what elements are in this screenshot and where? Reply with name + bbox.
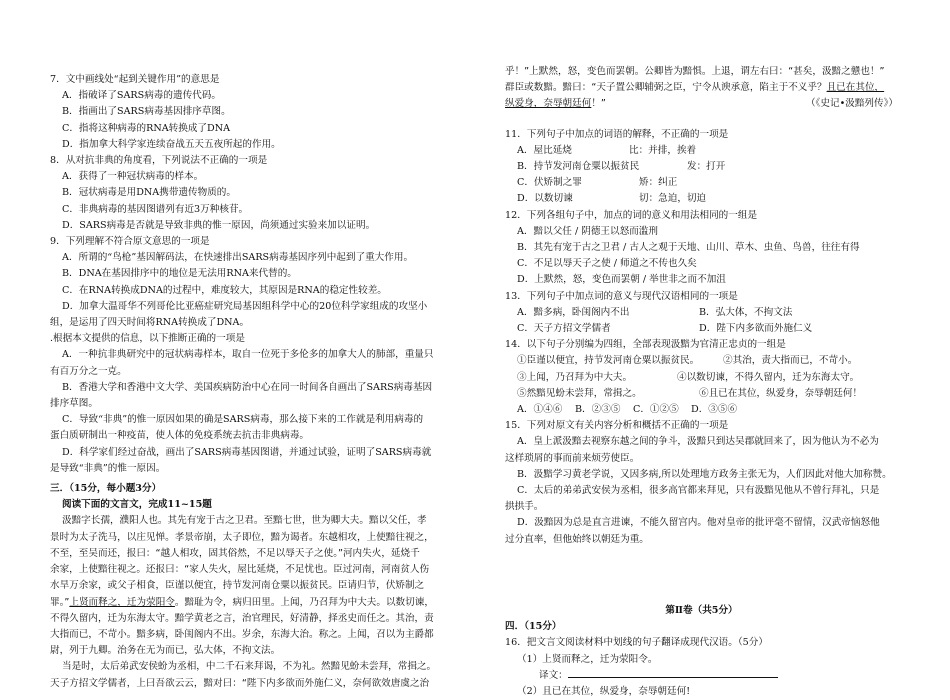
q13-option-b: B．弘大体，不拘文法 — [699, 306, 793, 318]
q11-option-a-sentence: A．屋比延烧 — [517, 144, 572, 156]
passage-line — [505, 96, 898, 112]
q16-stem: 16．把文言文阅读材料中划线的句子翻译成现代汉语。（5分） — [505, 637, 768, 649]
q14-sentence-5: ⑤然黯见蚡未尝拜，常揖之。 — [517, 387, 642, 399]
q10-stem: .根据本文提供的信息，以下推断正确的一项是 — [50, 333, 245, 345]
q11-option-c-gloss: 矫：纠正 — [639, 177, 678, 189]
q11-option-d-gloss: 切：急迫，切迫 — [639, 193, 707, 205]
q11-option-a-gloss: 比：并排，挨着 — [629, 144, 697, 156]
passage-line: 大指而已，不苛小。黯多病，卧闺阁内不出。岁余，东海大治。称之。上闻，召以为主爵都 — [50, 628, 434, 640]
passage-line: 当是时，太后弟武安侯蚡为丞相，中二千石来拜谒，不为礼。然黯见蚡未尝拜，常揖之。 — [62, 661, 437, 673]
q14-choices — [505, 402, 898, 418]
passage-line: 天子方招文学儒者，上曰吾欲云云，黯对曰：“陛下内多欲而外施仁义，奈何欲效唐虞之治 — [50, 677, 430, 689]
q9-option-d-cont: 组，是运用了四天时间将RNA转换成了DNA。 — [50, 317, 250, 329]
q15-option-c-cont: 拱拱手。 — [505, 501, 544, 513]
q14-sentence-1: ①臣谨以便宜，持节发河南仓粟以振贫民。 — [517, 355, 700, 367]
q14-choice-b: B．②③⑤ — [575, 404, 621, 416]
passage-line — [505, 80, 898, 96]
q13-option-a: A．黯多病，卧闺阁内不出 — [517, 306, 630, 318]
passage-line: 余家，上使黯往视之。还报曰：“家人失火，屋比延烧，不足忧也。臣过河南，河南贫人伤 — [50, 564, 430, 576]
q11-option-b-gloss: 发：打开 — [687, 161, 726, 173]
q14-sentence-3: ③上闻，乃召拜为中大夫。 — [517, 371, 633, 383]
q9-option-b: B．DNA在基因排序中的地位是无法用RNA来代替的。 — [62, 268, 297, 280]
passage-text: 群臣或数黯。黯曰：“天子置公卿辅弼之臣，宁令从谀承意，陷主于不义乎？ — [505, 82, 827, 94]
q14-stem: 14．以下句子分别编为四组，全部表现汲黯为官清正忠贞的一组是 — [505, 339, 786, 351]
passage-line: 汲黯字长孺，濮阳人也。其先有宠于古之卫君。至黯七世，世为卿大夫。黯以父任，孝 — [62, 515, 427, 527]
passage-source: （《史记•汲黯列传》） — [806, 98, 898, 110]
q12-option-d: D．上默然，怒，变色而罢朝 / 举世非之而不加沮 — [517, 274, 726, 286]
passage-line: 景时为太子洗马，以庄见惮。孝景帝崩，太子即位，黯为谒者。东越相攻，上使黯往视之， — [50, 531, 434, 543]
q15-stem: 15．下列对原文有关内容分析和概括不正确的一项是 — [505, 420, 729, 432]
passage-text: 。黯耻为令，病归田里。上闻，乃召拜为中大夫。以数切谏， — [174, 596, 434, 608]
q7-option-c: C．指将这种病毒的RNA转换成了DNA — [62, 122, 231, 134]
q9-option-d: D．加拿大温哥华不列哥伦比亚癌症研究局基因组科学中心的20位科学家组成的攻坚小 — [62, 300, 428, 312]
q9-option-c: C．在RNA转换成DNA的过程中，难度较大，其原因是RNA的稳定性较差。 — [62, 284, 387, 296]
q12-option-b: B．其先有宠于古之卫君 / 古人之观于天地、山川、草木、虫鱼、鸟兽，往往有得 — [517, 242, 860, 254]
q8-stem: 8．从对抗非典的角度看，下列说法不正确的一项是 — [50, 155, 268, 167]
q11-option-c — [505, 175, 898, 191]
q14-sentence-2: ②其治，责大指而已，不苛小。 — [723, 355, 858, 367]
underlined-sentence-2-cont: 纵爱身，奈辱朝廷何 — [505, 98, 592, 110]
passage-line: 不得久留内，迁为东海太守。黯学黄老之言，治官理民，好清静，择丞史而任之。其治，责 — [50, 612, 434, 624]
q15-option-a-cont: 这样琐屑的事而前来烦劳使臣。 — [505, 452, 640, 464]
q15-option-c: C．太后的弟弟武安侯为丞相，很多高官都来拜见，只有汲黯见他从不曾行拜礼，只是 — [517, 485, 880, 497]
q15-option-d-cont: 过分直率，但他始终以朝廷为重。 — [505, 533, 649, 545]
right-column — [505, 64, 898, 700]
q7-stem: 7．文中画线处“起到关键作用”的意思是 — [50, 74, 220, 85]
q14-choice-c: C．①②⑤ — [633, 404, 679, 416]
q10-option-a: A．一种抗非典研究中的冠状病毒样本，取自一位死于多伦多的加拿大人的肺部，重量只 — [62, 349, 434, 361]
passage-text: 罪。” — [50, 596, 70, 608]
q11-option-a — [505, 143, 898, 159]
q10-option-a-cont: 有百万分之一克。 — [50, 365, 127, 377]
q14-row-3 — [505, 386, 898, 402]
q13-stem: 13．下列句子中加点词的意义与现代汉语相同的一项是 — [505, 290, 738, 302]
q10-option-c: C．导致“非典”的惟一原因如果的确是SARS病毒，那么接下来的工作就是利用病毒的 — [62, 414, 424, 426]
q16-part-2: （2）且已在其位，纵爱身，奈辱朝廷何! — [517, 685, 691, 697]
q10-option-d: D．科学家们经过奋战，画出了SARS病毒基因图谱，并通过试验，证明了SARS病毒就 — [62, 446, 432, 458]
q16-translation-line — [505, 668, 898, 684]
q11-stem: 11．下列句子中加点的词语的解释，不正确的一项是 — [505, 128, 729, 140]
q11-option-b-sentence: B．持节发河南仓粟以振贫民 — [517, 161, 640, 173]
passage-line: 尉，列于九卿。治务在无为而已，弘大体，不拘文法。 — [50, 645, 281, 657]
passage-line: 不至，至吴而还，报曰：“越人相攻，固其俗然，不足以辱天子之使。”河内失火，延烧千 — [50, 547, 420, 559]
q14-choice-a: A．①④⑥ — [517, 404, 563, 416]
q11-option-b — [505, 159, 898, 175]
answer-blank[interactable] — [568, 668, 778, 678]
q8-option-a: A．获得了一种冠状病毒的样本。 — [62, 171, 204, 183]
q7-option-a: A．指破译了SARS病毒的遗传代码。 — [62, 90, 221, 102]
q13-option-c: C．天子方招文学儒者 — [517, 323, 611, 335]
section-3-title: 三．（15分，每小题3分） — [50, 483, 162, 495]
q14-sentence-4: ④以数切谏，不得久留内，迁为东海太守。 — [677, 371, 860, 383]
part-2-title: 第Ⅱ卷（共5分） — [665, 604, 738, 616]
q14-choice-d: D．③⑤⑥ — [691, 404, 738, 416]
passage-text: ！” — [591, 98, 606, 110]
q12-stem: 12．下列各组句子中，加点的词的意义和用法相同的一组是 — [505, 209, 758, 221]
q15-option-d: D．汲黯因为总是直言进谏，不能久留宫内。他对皇帝的批评毫不留情，汉武帝恼怒他 — [517, 517, 880, 529]
section-3-instruction: 阅读下面的文言文，完成11~15题 — [62, 499, 212, 511]
q16-translation-label: 译文： — [539, 669, 568, 681]
q12-option-a: A．黯以父任 / 阴德王以怒而滥刑 — [517, 225, 658, 237]
q16-part-1: （1）上贤而释之，迁为荥阳令。 — [517, 653, 658, 665]
q11-option-d — [505, 191, 898, 207]
q11-option-d-sentence: D．以数切谏 — [517, 193, 573, 205]
q7-option-d: D．指加拿大科学家连续奋战五天五夜所起的作用。 — [62, 138, 281, 150]
q8-option-d: D．SARS病毒是否就是导致非典的惟一原因，尚须通过实验来加以证明。 — [62, 219, 376, 231]
q11-option-c-sentence: C．伏矫制之罪 — [517, 177, 582, 189]
classical-passage-cont — [505, 64, 898, 113]
underlined-sentence-2: 且已在其位， — [826, 82, 885, 94]
classical-passage — [50, 513, 454, 691]
underlined-sentence-1: 上贤而释之，迁为荥阳令 — [69, 596, 175, 608]
q10-option-b: B．香港大学和香港中文大学、美国疾病防治中心在同一时间各自画出了SARS病毒基因 — [62, 381, 433, 393]
q9-stem: 9．下列理解不符合原文意思的一项是 — [50, 236, 210, 248]
q15-option-a: A．皇上派汲黯去视察东越之间的争斗，汲黯只到达吴郡就回来了，因为他认为不必为 — [517, 436, 879, 448]
q9-option-a: A．所谓的“鸟枪”基因解码法，在快速排出SARS病毒基因序列中起到了重大作用。 — [62, 252, 414, 264]
q8-option-b: B．冠状病毒是用DNA携带遗传物质的。 — [62, 187, 236, 199]
q15-option-b: B．汲黯学习黄老学说，又因多病,所以处理地方政务主张无为，人们因此对他大加称赞。 — [517, 468, 892, 480]
q10-option-c-cont: 蛋白质研制出一种疫苗，使人体的免疫系统去抗击非典病毒。 — [50, 430, 310, 442]
q10-option-b-cont: 排序草图。 — [50, 398, 98, 410]
q14-sentence-6: ⑥且已在其位，纵爱身，奈辱朝廷何！ — [699, 387, 863, 399]
section-4-title: 四．（15分） — [505, 621, 562, 633]
q13-row-2 — [505, 321, 898, 337]
left-column — [50, 72, 454, 692]
passage-line: 水旱万余家，或父子相食，臣谨以便宜，持节发河南仓粟以振贫民。臣请归节，伏矫制之 — [50, 580, 425, 592]
q13-row-1 — [505, 305, 898, 321]
q13-option-d: D．陛下内多欲而外施仁义 — [699, 323, 813, 335]
passage-line: 乎！”上默然，怒，变色而罢朝。公卿皆为黯惧。上退，谓左右曰：“甚矣，汲黯之戆也！” — [505, 66, 885, 77]
q10-option-d-cont: 是导致“非典”的惟一原因。 — [50, 462, 166, 474]
passage-line — [50, 595, 454, 611]
q14-row-2 — [505, 370, 898, 386]
q14-row-1 — [505, 353, 898, 369]
q7-option-b: B．指画出了SARS病毒基因排序草图。 — [62, 106, 231, 118]
q12-option-c: C．不足以辱天子之使 / 师道之不传也久矣 — [517, 258, 697, 270]
q8-option-c: C．非典病毒的基因图谱列有近3万种核苷。 — [62, 203, 249, 215]
